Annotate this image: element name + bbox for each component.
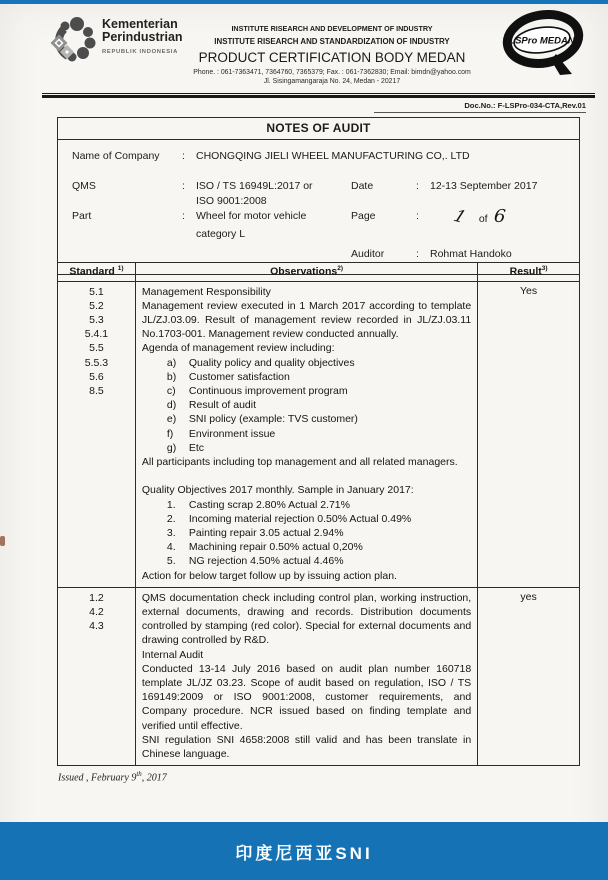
list-item-text: Quality policy and quality objectives — [188, 356, 355, 369]
standard-clause: 5.2 — [89, 299, 104, 312]
date-value: 12-13 September 2017 — [430, 180, 538, 192]
standard-clause: 8.5 — [89, 384, 104, 397]
certification-body-title: PRODUCT CERTIFICATION BODY MEDAN — [198, 50, 466, 65]
standard-clause: 5.5 — [89, 342, 104, 355]
spacer-cell — [351, 194, 416, 209]
table-row — [58, 281, 580, 587]
standard-clause: 5.4.1 — [84, 328, 109, 341]
observation-list-item — [142, 412, 471, 426]
list-marker: a) — [166, 356, 177, 369]
observation-list-item — [142, 512, 471, 526]
contact-line: Phone. : 061-7363471, 7364760, 7365379; Fax. : 061-7362830; Email: bimdn@yahoo.com — [193, 69, 471, 76]
spacer-cell — [182, 227, 196, 242]
banner-title: 印度尼西亚SNI — [235, 843, 373, 863]
institute-line1: INSTITUTE RISEARCH AND DEVELOPMENT OF INDUSTRY — [231, 24, 433, 33]
list-item-text: Customer satisfaction — [188, 370, 290, 383]
spacer-cell — [72, 194, 182, 209]
observation-paragraph: Quality Objectives 2017 monthly. Sample in January 2017: — [141, 484, 414, 497]
observation-paragraph: All participants including top management and all related managers. — [141, 455, 458, 468]
observation-list-item — [142, 356, 471, 370]
spacer-cell — [416, 194, 430, 209]
doc-number: Doc.No.: F-LSPro-034-CTA,Rev.01 — [374, 101, 586, 113]
ministry-name-block — [102, 18, 183, 59]
audit-table-body — [58, 281, 580, 766]
part-value-line2: category L — [196, 228, 246, 240]
colon: : — [182, 210, 185, 222]
observations-column-header: Observations$^{2)}$ — [135, 263, 477, 282]
result-value: Yes — [478, 281, 580, 587]
lspro-medan-logo-text: LSPro MEDAN — [509, 35, 575, 47]
standard-clause: 5.1 — [89, 285, 104, 298]
list-marker: f) — [166, 427, 174, 440]
audit-info-grid — [58, 140, 579, 274]
list-item-text: Environment issue — [188, 427, 276, 440]
observation-list-item — [142, 384, 471, 398]
observations-cell — [135, 587, 477, 765]
audit-observations-table — [57, 262, 580, 766]
company-value: CHONGQING JIELI WHEEL MANUFACTURING CO,. LTD — [196, 150, 470, 162]
standard-clause: 5.3 — [89, 313, 104, 326]
auditor-label: Auditor — [351, 248, 385, 260]
list-item-text: Continuous improvement program — [188, 384, 348, 397]
colon: : — [416, 180, 419, 192]
header-divider — [42, 93, 595, 98]
standard-column-header: Standard $^{1)}$ — [58, 263, 136, 282]
observation-list-item — [142, 398, 471, 412]
spacer-cell — [182, 242, 196, 262]
notes-of-audit-box — [57, 117, 580, 275]
spacer-cell — [416, 227, 430, 242]
observation-list-item — [142, 441, 471, 455]
standard-clause: 4.2 — [89, 605, 104, 618]
list-item-text: Etc — [188, 441, 205, 454]
colon: : — [416, 210, 419, 222]
list-item-text: NG rejection 4.50% actual 4.46% — [188, 555, 344, 568]
list-item-text: Incoming material rejection 0.50% Actual 0.49% — [188, 512, 412, 525]
qms-value-line1: ISO / TS 16949L:2017 or — [196, 180, 313, 192]
qms-label: QMS — [72, 180, 96, 192]
issued-date-line: Issued , February 9th, 2017 — [58, 770, 167, 784]
document-title: NOTES OF AUDIT — [58, 118, 579, 140]
ministry-name-line1: Kementerian — [102, 17, 178, 31]
observation-paragraph: SNI regulation SNI 4658:2008 still valid and has been translate in Chinese language. — [141, 733, 472, 760]
table-header-row — [58, 263, 580, 282]
list-marker: g) — [166, 441, 177, 454]
ministry-name-line2: Perindustrian — [102, 30, 183, 44]
list-marker: 3. — [166, 526, 176, 539]
spacer-cell — [72, 227, 182, 242]
list-marker: 2. — [166, 512, 176, 525]
standard-cell — [58, 587, 136, 765]
letterhead-center — [178, 24, 486, 85]
auditor-value: Rohmat Handoko — [430, 248, 512, 260]
qms-value-line2: ISO 9001:2008 — [196, 195, 267, 207]
list-item-text: Machining repair 0.50% actual 0,20% — [188, 541, 363, 554]
observation-paragraph: Agenda of management review including: — [141, 342, 335, 355]
list-marker: d) — [166, 399, 177, 412]
scan-artifact — [0, 536, 5, 546]
table-row — [58, 587, 580, 765]
observation-list-item — [142, 498, 471, 512]
page-label: Page — [351, 210, 376, 222]
spacer-cell — [72, 164, 567, 179]
ministry-subtitle: REPUBLIK INDONESIA — [102, 49, 178, 55]
observation-paragraph: Internal Audit — [141, 648, 204, 661]
list-marker: 4. — [166, 541, 176, 554]
spacer-cell — [430, 227, 567, 242]
list-item-text: Painting repair 3.05 actual 2.94% — [188, 526, 344, 539]
colon: : — [182, 180, 185, 192]
colon: : — [416, 248, 419, 260]
company-label: Name of Company — [72, 150, 160, 162]
list-marker: 5. — [166, 555, 176, 568]
list-marker: 1. — [166, 498, 176, 511]
top-blue-bar — [0, 0, 608, 4]
spacer-cell — [351, 227, 416, 242]
part-label: Part — [72, 210, 92, 222]
address-line: Jl. Sisingamangaraja No. 24, Medan - 20217 — [263, 78, 401, 85]
observation-spacer — [142, 469, 471, 483]
handwritten-page-number: 1 — [450, 206, 469, 228]
observation-paragraph: Management review executed in 1 March 2017 according to template JL/ZJ.03.09. Result of management review recorded in JL/ZJ.03.11 No.1703-001. Management review conducted annually. — [141, 299, 472, 341]
list-marker: c) — [166, 384, 176, 397]
spacer-cell — [182, 194, 196, 209]
observation-list-item — [142, 526, 471, 540]
standard-clause: 4.3 — [89, 620, 104, 633]
institute-line2: INSTITUTE RISEARCH AND STANDARDIZATION OF INDUSTRY — [214, 37, 450, 46]
spacer-cell — [72, 242, 182, 262]
list-item-text: Result of audit — [188, 399, 257, 412]
list-item-text: SNI policy (example: TVS customer) — [188, 413, 358, 426]
observation-paragraph: Action for below target follow up by issuing action plan. — [141, 569, 397, 582]
page-of-label: of — [478, 213, 488, 225]
list-marker: b) — [166, 370, 177, 383]
page-value — [430, 205, 567, 228]
observation-list-item — [142, 370, 471, 384]
list-item-text: Casting scrap 2.80% Actual 2.71% — [188, 498, 350, 511]
kementerian-perindustrian-logo-icon — [50, 16, 98, 64]
observations-cell — [135, 281, 477, 587]
result-value: yes — [478, 587, 580, 765]
observation-paragraph: Management Responsibility — [141, 285, 271, 298]
bottom-banner — [0, 822, 608, 880]
observation-paragraph: QMS documentation check including control plan, working instruction, external documents, drawing and records. Distribution documents controlled by stamping (red color). Special for external documents and drawing controlled by R&D. — [141, 591, 472, 647]
colon: : — [182, 150, 185, 162]
result-column-header: Result$^{3)}$ — [478, 263, 580, 282]
standard-cell — [58, 281, 136, 587]
spacer-cell — [196, 242, 351, 262]
lspro-medan-logo-icon — [498, 10, 588, 80]
handwritten-page-total: 6 — [492, 205, 507, 228]
part-value-line1: Wheel for motor vehicle — [196, 210, 307, 222]
observation-list-item — [142, 554, 471, 568]
standard-clause: 1.2 — [89, 591, 104, 604]
date-label: Date — [351, 180, 374, 192]
standard-clause: 5.5.3 — [84, 356, 109, 369]
list-marker: e) — [166, 413, 177, 426]
observation-list-item — [142, 427, 471, 441]
standard-clause: 5.6 — [89, 370, 104, 383]
observation-paragraph: Conducted 13-14 July 2016 based on audit plan number 160718 template JL/JZ 03.23. Scope of audit based on regulation, ISO / TS 169149:2009 or ISO 9001:2008, customer requirements, and Company procedure. NCR issued based on finding template and verified until effective. — [141, 662, 472, 732]
observation-list-item — [142, 540, 471, 554]
